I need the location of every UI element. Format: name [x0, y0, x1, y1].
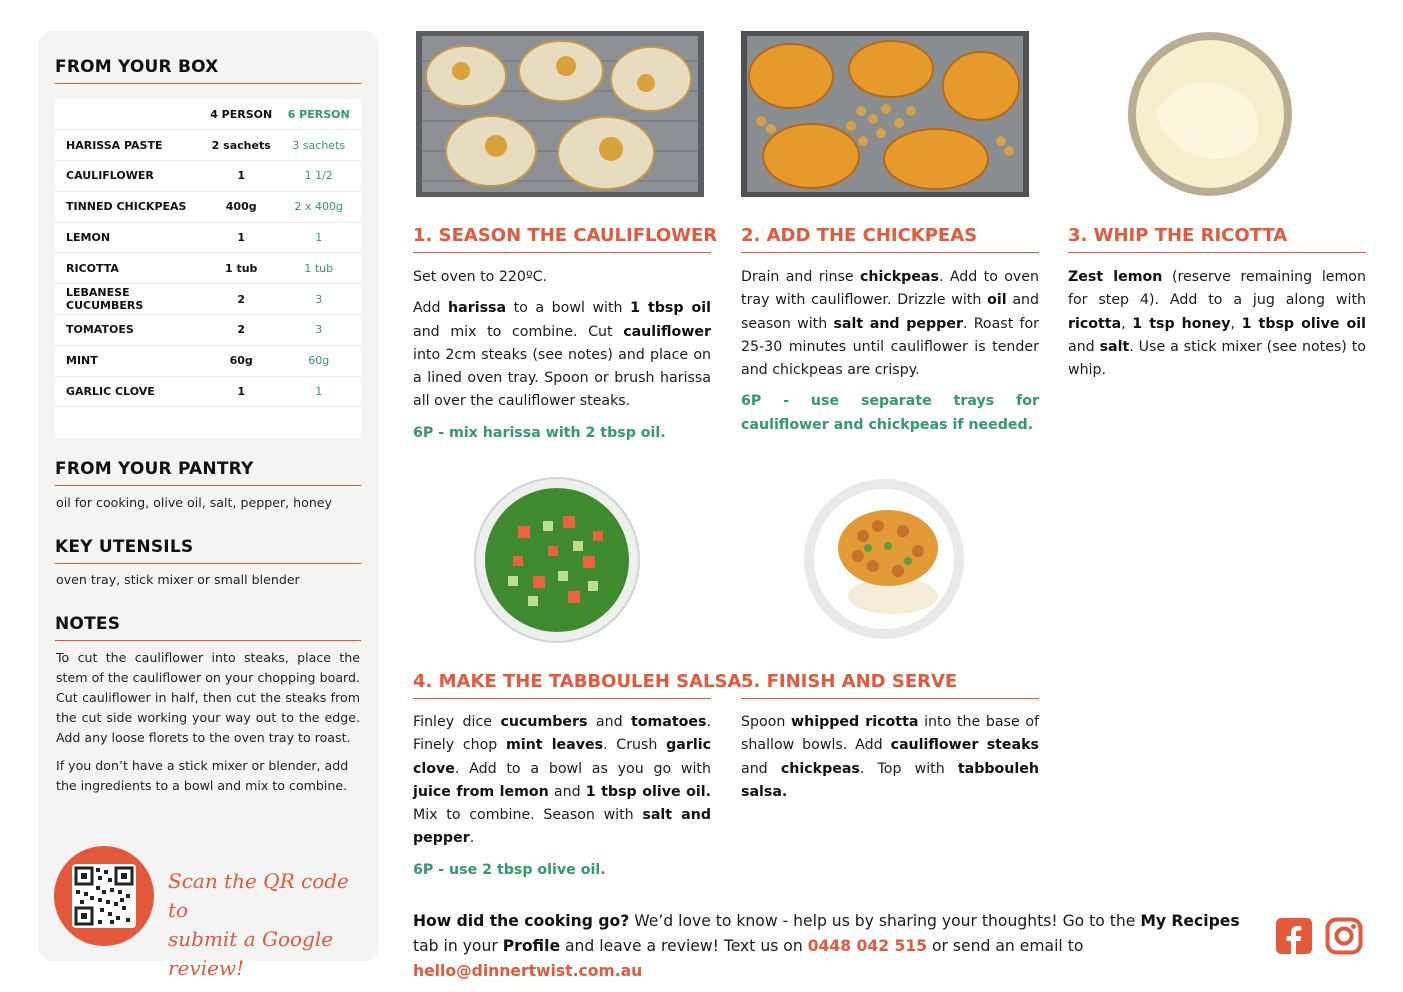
step-5-text: Spoon whipped ricotta into the base of shallow bowls. Add cauliflower steaks and chickpeas. Top with tabbouleh salsa. — [741, 714, 1040, 800]
table-row: LEBANESE CUCUMBERS 2 3 — [55, 284, 361, 315]
table-row: TOMATOES 2 3 — [55, 315, 361, 346]
phone-number[interactable]: 0448 042 515 — [807, 937, 928, 955]
profile-label: Profile — [502, 937, 561, 955]
finished-dish-photo — [803, 476, 965, 642]
notes-paragraph-1: To cut the cauliflower into steaks, place the stem of the cauliflower on your chopping board. Cut cauliflower in half, then cut the steaks from the cut side working your way out to the edge. Add any loose florets to the oven tray to roast. — [56, 650, 360, 745]
step-4-text: Finley dice cucumbers and tomatoes. Finely chop mint leaves. Crush garlic clove. Add to a bowl as you go with juice from lemon and 1 tbsp olive oil. Mix to combine. Season with salt and pepper. 6P - use 2 tbsp olive oil. — [413, 711, 711, 890]
table-row: LEMON 1 1 — [55, 222, 361, 253]
table-header-row — [55, 99, 361, 130]
qr-caption — [168, 867, 368, 983]
notes-paragraph-2: If you don’t have a stick mixer or blender, add the ingredients to a bowl and mix to combine. — [56, 758, 349, 793]
roasted-chickpeas-photo — [741, 31, 1029, 197]
instagram-icon[interactable] — [1325, 917, 1363, 955]
utensils-heading: KEY UTENSILS — [55, 537, 361, 564]
step-2-title: 2. ADD THE CHICKPEAS — [741, 225, 1039, 253]
qr-code-icon[interactable] — [72, 864, 136, 928]
pantry-text: oil for cooking, olive oil, salt, pepper, honey — [56, 495, 333, 510]
step-1-tip: 6P - mix harissa with 2 tbsp oil. — [413, 424, 666, 441]
step-4-tip: 6P - use 2 tbsp olive oil. — [413, 861, 606, 878]
whipped-ricotta-photo — [1126, 31, 1294, 197]
qr-code-badge[interactable] — [54, 846, 154, 946]
notes-heading: NOTES — [55, 614, 361, 641]
facebook-icon[interactable] — [1275, 917, 1313, 955]
col-4-person: 4 PERSON — [206, 99, 276, 130]
feedback-question: How did the cooking go? — [413, 912, 630, 930]
ingredients-table — [55, 99, 361, 438]
step-5-title: 5. FINISH AND SERVE — [741, 671, 1039, 699]
col-6-person: 6 PERSON — [276, 99, 361, 130]
step-3-title: 3. WHIP THE RICOTTA — [1068, 225, 1366, 253]
email-link[interactable]: hello@dinnertwist.com.au — [413, 962, 643, 980]
table-row: MINT 60g 60g — [55, 345, 361, 376]
table-row: HARISSA PASTE 2 sachets 3 sachets — [55, 130, 361, 161]
step-4-title: 4. MAKE THE TABBOULEH SALSA — [413, 671, 711, 699]
step-1-title: 1. SEASON THE CAULIFLOWER — [413, 225, 711, 253]
table-row: RICOTTA 1 tub 1 tub — [55, 253, 361, 284]
step-3-text: Zest lemon (reserve remaining lemon for step 4). Add to a jug along with ricotta, 1 tsp honey, 1 tbsp olive oil and salt. Use a stick mixer (see notes) to whip. — [1068, 269, 1367, 379]
table-row: GARLIC CLOVE 1 1 — [55, 376, 361, 407]
box-heading: FROM YOUR BOX — [55, 57, 361, 84]
step-2-tip: 6P - use separate trays for cauliflower and chickpeas if needed. — [741, 393, 1039, 433]
step-1-text: Set oven to 220ºC. Add harissa to a bowl with 1 tbsp oil and mix to combine. Cut cauliflower into 2cm steaks (see notes) and place on a lined oven tray. Spoon or brush harissa all over the cauliflower steaks. 6P - mix harissa with 2 tbsp oil. — [413, 266, 711, 453]
table-row: CAULIFLOWER 1 1 1/2 — [55, 161, 361, 192]
step-2-text: Drain and rinse chickpeas. Add to oven tray with cauliflower. Drizzle with oil and season with salt and pepper. Roast for 25-30 minutes until cauliflower is tender and chickpeas are crispy. 6P - use separate trays for cauliflower and chickpeas if needed. — [741, 266, 1039, 445]
qr-caption-line-2: submit a Google review! — [168, 927, 334, 980]
pantry-heading: FROM YOUR PANTRY — [55, 459, 361, 486]
my-recipes-label: My Recipes — [1140, 912, 1240, 930]
feedback-footer: How did the cooking go? We’d love to know - help us by sharing your thoughts! Go to the My Recipes tab in your Profile and leave a review! Text us on 0448 042 515 or send an email to hello@dinnertwist.com.au — [413, 912, 1240, 980]
utensils-text: oven tray, stick mixer or small blender — [56, 572, 300, 587]
cauliflower-tray-photo — [416, 31, 704, 197]
qr-caption-line-1: Scan the QR code to — [168, 869, 349, 922]
ingredients-panel — [38, 31, 379, 980]
tabbouleh-salsa-photo — [473, 476, 641, 644]
table-row: TINNED CHICKPEAS 400g 2 x 400g — [55, 191, 361, 222]
